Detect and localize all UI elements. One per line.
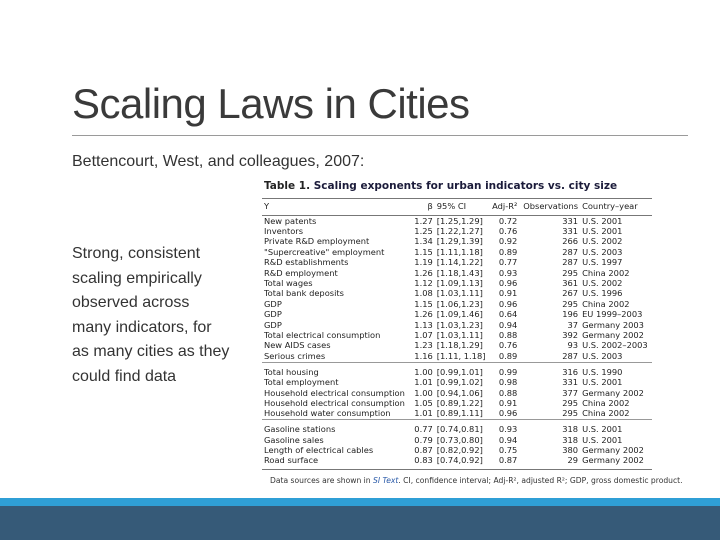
cell-observations: 316 <box>519 362 580 377</box>
table-row <box>262 310 652 320</box>
header-y: Y <box>262 199 412 216</box>
cell-ci: [0.94,1.06] <box>436 387 483 398</box>
footer-accent-stripe <box>0 498 720 506</box>
cell-adj-r2: 0.98 <box>498 377 518 388</box>
cell-country-year: Germany 2002 <box>582 387 644 398</box>
cell-ci: [1.03,1.23] <box>436 319 483 330</box>
cell-adj-r2: 0.76 <box>498 340 518 351</box>
cell-beta: 1.07 <box>414 329 433 340</box>
cell-beta: 1.01 <box>414 408 433 419</box>
table-row <box>262 388 652 398</box>
cell-indicator: Length of electrical cables <box>264 445 374 456</box>
cell-indicator: Serious crimes <box>264 350 326 361</box>
cell-ci: [1.18,1.43] <box>436 267 483 278</box>
cell-observations: 287 <box>562 257 579 268</box>
cell-observations: 266 <box>562 236 579 247</box>
cell-adj-r2: 0.91 <box>498 397 518 408</box>
cell-observations: 93 <box>567 340 579 351</box>
cell-indicator: Household electrical consumption <box>264 387 405 398</box>
footnote-pre: Data sources are shown in <box>270 475 371 485</box>
cell-beta: 1.15 <box>414 246 433 257</box>
table-row <box>262 351 652 362</box>
cell-country-year: U.S. 2001 <box>582 215 623 226</box>
table-row <box>262 409 652 420</box>
cell-country-year: China 2002 <box>582 408 630 419</box>
cell-adj-r2: 0.99 <box>489 362 519 377</box>
cell-country-year: U.S. 2003 <box>582 246 623 257</box>
cell-adj-r2: 0.89 <box>498 246 518 257</box>
cell-observations: 331 <box>562 377 579 388</box>
cell-indicator: New AIDS cases <box>264 340 331 351</box>
cell-beta: 1.08 <box>414 288 433 299</box>
cell-beta: 0.83 <box>412 456 435 469</box>
cell-beta: 1.23 <box>414 340 433 351</box>
cell-indicator: Private R&D employment <box>264 236 370 247</box>
header-ci: 95% CI <box>435 199 489 216</box>
table-group-superlinear <box>262 216 652 363</box>
cell-observations: 380 <box>562 445 579 456</box>
cell-country-year: U.S. 1996 <box>582 288 623 299</box>
cell-beta: 1.26 <box>414 309 433 320</box>
slide-title: Scaling Laws in Cities <box>72 80 470 127</box>
cell-ci: [0.99,1.01] <box>435 362 489 377</box>
cell-observations: 196 <box>562 309 579 320</box>
cell-indicator: Total housing <box>262 362 412 377</box>
table-row <box>262 299 652 309</box>
cell-adj-r2: 0.96 <box>498 277 518 288</box>
cell-indicator: Total employment <box>264 377 339 388</box>
cell-beta: 1.27 <box>414 215 433 226</box>
cell-country-year: U.S. 2002 <box>582 236 623 247</box>
cell-observations: 287 <box>562 350 579 361</box>
cell-observations: 331 <box>562 215 579 226</box>
cell-observations: 295 <box>562 298 579 309</box>
cell-ci: [1.03,1.11] <box>436 329 483 340</box>
header-adj-r2: Adj-R² <box>489 199 519 216</box>
cell-beta: 1.12 <box>414 277 433 288</box>
cell-observations: 295 <box>562 408 579 419</box>
cell-adj-r2: 0.88 <box>498 387 518 398</box>
cell-adj-r2: 0.93 <box>489 420 519 435</box>
table-row <box>262 226 652 236</box>
cell-country-year: Germany 2002 <box>582 445 644 456</box>
table-group-sublinear <box>262 420 652 470</box>
cell-indicator: GDP <box>264 298 282 309</box>
cell-ci: [1.29,1.39] <box>436 236 483 247</box>
table-row <box>262 258 652 268</box>
cell-ci: [0.89,1.11] <box>436 408 483 419</box>
cell-adj-r2: 0.94 <box>498 319 518 330</box>
cell-adj-r2: 0.72 <box>498 215 518 226</box>
cell-ci: [1.11, 1.18] <box>436 350 486 361</box>
cell-country-year: Germany 2002 <box>582 329 644 340</box>
cell-ci: [1.18,1.29] <box>436 340 483 351</box>
cell-adj-r2: 0.93 <box>498 267 518 278</box>
cell-adj-r2: 0.94 <box>498 434 518 445</box>
cell-ci: [0.74,0.81] <box>435 420 489 435</box>
scaling-table-figure <box>262 180 683 485</box>
cell-observations: 295 <box>562 397 579 408</box>
table-row <box>262 216 652 227</box>
table-row <box>262 268 652 278</box>
cell-observations: 267 <box>562 288 579 299</box>
cell-indicator: Total wages <box>264 277 313 288</box>
cell-country-year: Germany 2003 <box>582 319 644 330</box>
cell-observations: 377 <box>562 387 579 398</box>
cell-country-year: Germany 2002 <box>580 456 652 469</box>
cell-indicator: GDP <box>264 309 282 320</box>
cell-indicator: "Supercreative" employment <box>264 246 385 257</box>
cell-country-year: U.S. 2001 <box>582 434 623 445</box>
cell-ci: [1.14,1.22] <box>436 257 483 268</box>
table-row <box>262 278 652 288</box>
cell-country-year: China 2002 <box>582 267 630 278</box>
table-row <box>262 320 652 330</box>
cell-adj-r2: 0.92 <box>498 236 518 247</box>
header-observations: Observations <box>519 199 580 216</box>
cell-indicator: GDP <box>264 319 282 330</box>
cell-adj-r2: 0.87 <box>489 456 519 469</box>
cell-adj-r2: 0.89 <box>498 350 518 361</box>
cell-adj-r2: 0.96 <box>498 298 518 309</box>
cell-indicator: Household electrical consumption <box>264 397 405 408</box>
table-header-row <box>262 199 652 216</box>
slide-subtitle: Bettencourt, West, and colleagues, 2007: <box>72 153 365 170</box>
title-divider <box>72 135 688 136</box>
cell-indicator: Inventors <box>264 225 304 236</box>
cell-beta: 1.26 <box>414 267 433 278</box>
cell-ci: [1.09,1.46] <box>436 309 483 320</box>
scaling-exponents-table <box>262 198 652 470</box>
cell-indicator: Total electrical consumption <box>264 329 381 340</box>
cell-beta: 1.15 <box>414 298 433 309</box>
cell-beta: 0.87 <box>414 445 433 456</box>
cell-beta: 1.01 <box>414 377 433 388</box>
cell-country-year: U.S. 2002–2003 <box>582 340 648 351</box>
table-row <box>262 398 652 408</box>
table-row <box>262 341 652 351</box>
cell-ci: [0.74,0.92] <box>435 456 489 469</box>
cell-beta: 1.16 <box>414 350 433 361</box>
cell-adj-r2: 0.91 <box>498 288 518 299</box>
table-row <box>262 456 652 469</box>
table-row <box>262 289 652 299</box>
cell-indicator: Total bank deposits <box>264 288 344 299</box>
cell-country-year: EU 1999–2003 <box>582 309 643 320</box>
cell-ci: [1.03,1.11] <box>436 288 483 299</box>
cell-ci: [0.73,0.80] <box>436 434 483 445</box>
table-row <box>262 247 652 257</box>
cell-ci: [0.89,1.22] <box>436 397 483 408</box>
table-group-linear <box>262 362 652 420</box>
cell-country-year: China 2002 <box>582 397 630 408</box>
table-row <box>262 420 652 435</box>
cell-beta: 0.79 <box>414 434 433 445</box>
header-beta: β <box>412 199 435 216</box>
cell-adj-r2: 0.88 <box>498 329 518 340</box>
footer-bar <box>0 506 720 540</box>
table-row <box>262 435 652 445</box>
cell-beta: 0.77 <box>412 420 435 435</box>
cell-observations: 318 <box>519 420 580 435</box>
cell-beta: 1.25 <box>414 225 433 236</box>
cell-indicator: Household water consumption <box>264 408 391 419</box>
cell-ci: [1.09,1.13] <box>436 277 483 288</box>
cell-country-year: China 2002 <box>582 298 630 309</box>
cell-adj-r2: 0.76 <box>498 225 518 236</box>
cell-country-year: U.S. 2001 <box>582 377 623 388</box>
cell-country-year: U.S. 2003 <box>582 350 623 361</box>
cell-indicator: Gasoline sales <box>264 434 324 445</box>
table-row <box>262 378 652 388</box>
table-caption-text: Scaling exponents for urban indicators vs. city size <box>313 180 618 192</box>
cell-country-year: U.S. 1990 <box>580 362 652 377</box>
header-country-year: Country–year <box>580 199 652 216</box>
cell-ci: [0.99,1.02] <box>436 377 483 388</box>
table-row <box>262 362 652 377</box>
table-caption-label: Table 1. <box>264 180 311 192</box>
cell-country-year: U.S. 2001 <box>580 420 652 435</box>
footnote-post: . CI, confidence interval; Adj-R², adjusted R²; GDP, gross domestic product. <box>398 475 683 485</box>
table-footnote <box>270 475 683 485</box>
cell-observations: 392 <box>562 329 579 340</box>
cell-indicator: Gasoline stations <box>262 420 412 435</box>
cell-indicator: New patents <box>264 215 317 226</box>
cell-beta: 1.19 <box>414 257 433 268</box>
table-row <box>262 446 652 456</box>
cell-adj-r2: 0.96 <box>498 408 518 419</box>
table-caption <box>264 180 652 192</box>
cell-adj-r2: 0.64 <box>498 309 518 320</box>
cell-observations: 331 <box>562 225 579 236</box>
cell-observations: 37 <box>567 319 579 330</box>
cell-country-year: U.S. 1997 <box>582 257 623 268</box>
cell-observations: 361 <box>562 277 579 288</box>
slide-body-text: Strong, consistent scaling empirically observed across many indicators, for as many cities as they could find data <box>72 245 230 385</box>
cell-beta: 1.13 <box>414 319 433 330</box>
table-row <box>262 330 652 340</box>
cell-indicator: R&D employment <box>264 267 338 278</box>
cell-beta: 1.34 <box>414 236 433 247</box>
table-row <box>262 237 652 247</box>
cell-observations: 295 <box>562 267 579 278</box>
cell-observations: 29 <box>519 456 580 469</box>
cell-indicator: Road surface <box>262 456 412 469</box>
cell-observations: 287 <box>562 246 579 257</box>
cell-ci: [1.06,1.23] <box>436 298 483 309</box>
cell-country-year: U.S. 2001 <box>582 225 623 236</box>
cell-ci: [1.25,1.29] <box>436 215 483 226</box>
cell-beta: 1.00 <box>412 362 435 377</box>
cell-observations: 318 <box>562 434 579 445</box>
cell-indicator: R&D establishments <box>264 257 349 268</box>
cell-ci: [1.11,1.18] <box>436 246 483 257</box>
cell-ci: [0.82,0.92] <box>436 445 483 456</box>
cell-beta: 1.05 <box>414 397 433 408</box>
cell-country-year: U.S. 2002 <box>582 277 623 288</box>
cell-adj-r2: 0.77 <box>498 257 518 268</box>
cell-ci: [1.22,1.27] <box>436 225 483 236</box>
cell-beta: 1.00 <box>414 387 433 398</box>
cell-adj-r2: 0.75 <box>498 445 518 456</box>
si-text-link[interactable]: SI Text <box>373 475 399 485</box>
